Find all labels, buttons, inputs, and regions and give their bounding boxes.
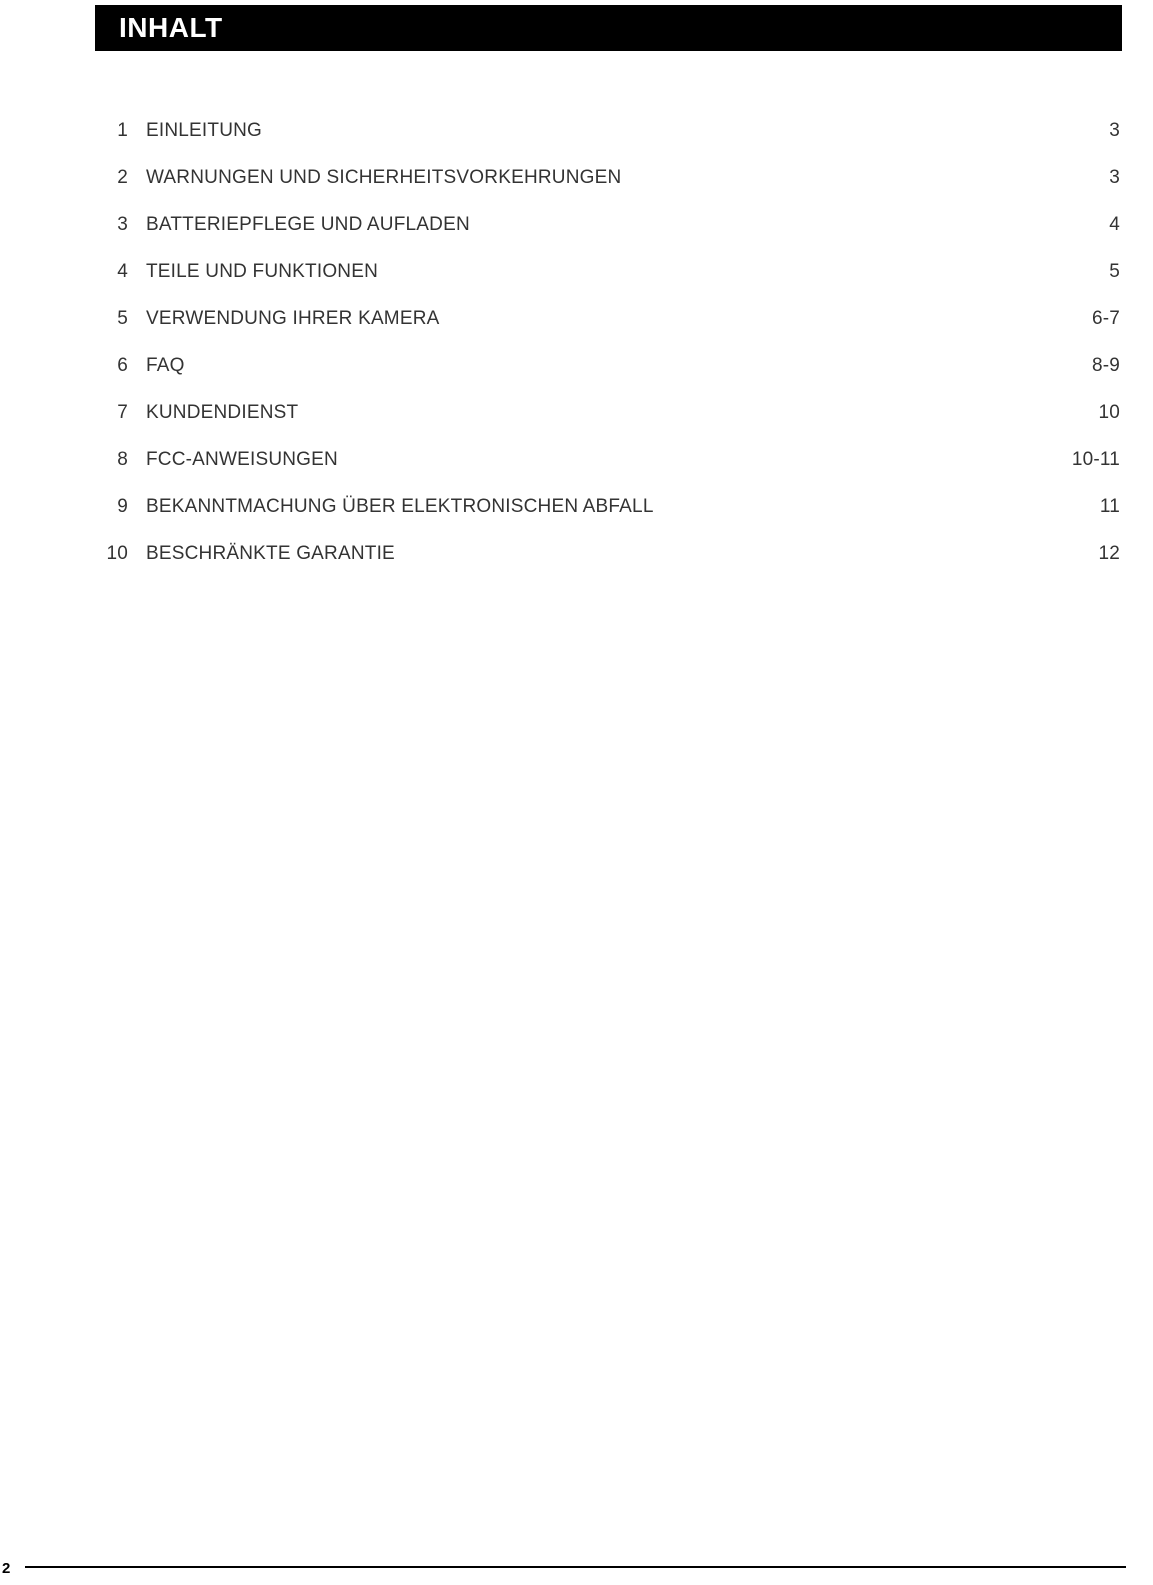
- toc-entry-page: 3: [1109, 119, 1120, 141]
- toc-entry-title: TEILE UND FUNKTIONEN: [146, 260, 379, 282]
- toc-entry-title: VERWENDUNG IHRER KAMERA: [146, 307, 440, 329]
- toc-entry: [95, 201, 1122, 248]
- toc-entry-page: 8-9: [1091, 354, 1120, 376]
- toc-entry-page: 11: [1099, 495, 1120, 517]
- toc-entry-number: 8: [117, 448, 128, 470]
- toc-entry-number: 9: [117, 495, 128, 517]
- toc-entry-title: BEKANNTMACHUNG ÜBER ELEKTRONISCHEN ABFALL: [146, 495, 654, 517]
- toc-entry: [95, 342, 1122, 389]
- page-title: INHALT: [119, 12, 223, 43]
- toc-entry-title: KUNDENDIENST: [146, 401, 299, 423]
- toc-entry-title: EINLEITUNG: [146, 119, 263, 141]
- toc-entry-title: FCC-ANWEISUNGEN: [146, 448, 338, 470]
- toc-entry-page: 3: [1109, 166, 1120, 188]
- toc-entry-title: FAQ: [146, 354, 185, 376]
- toc-entry: [95, 154, 1122, 201]
- toc-entry-page: 4: [1109, 213, 1120, 235]
- toc-entry-title: BATTERIEPFLEGE UND AUFLADEN: [146, 213, 470, 235]
- toc-entry-number: 2: [117, 166, 128, 188]
- toc-entry-number: 3: [117, 213, 128, 235]
- toc-entry-page: 6-7: [1091, 307, 1120, 329]
- toc-entry-page: 5: [1109, 260, 1120, 282]
- toc-entry-number: 5: [117, 307, 128, 329]
- toc-entry: [95, 483, 1122, 530]
- toc-entry-page: 10: [1098, 401, 1120, 423]
- section-title-bar: [95, 5, 1122, 51]
- footer-divider: [25, 1566, 1126, 1568]
- toc-entry-number: 6: [117, 354, 128, 376]
- toc-entry-number: 4: [117, 260, 128, 282]
- toc-entry: [95, 436, 1122, 483]
- toc-entry-title: BESCHRÄNKTE GARANTIE: [146, 542, 395, 564]
- toc-entry-number: 1: [117, 119, 128, 141]
- toc-entry: [95, 389, 1122, 436]
- table-of-contents: [95, 107, 1122, 577]
- toc-entry-number: 7: [117, 401, 128, 423]
- toc-entry-page: 12: [1098, 542, 1120, 564]
- toc-entry-number: 10: [106, 542, 128, 564]
- page-number: 2: [2, 1560, 11, 1577]
- toc-entry: [95, 248, 1122, 295]
- toc-entry: [95, 530, 1122, 577]
- toc-entry: [95, 107, 1122, 154]
- toc-entry: [95, 295, 1122, 342]
- toc-entry-title: WARNUNGEN UND SICHERHEITSVORKEHRUNGEN: [146, 166, 622, 188]
- toc-entry-page: 10-11: [1071, 448, 1120, 470]
